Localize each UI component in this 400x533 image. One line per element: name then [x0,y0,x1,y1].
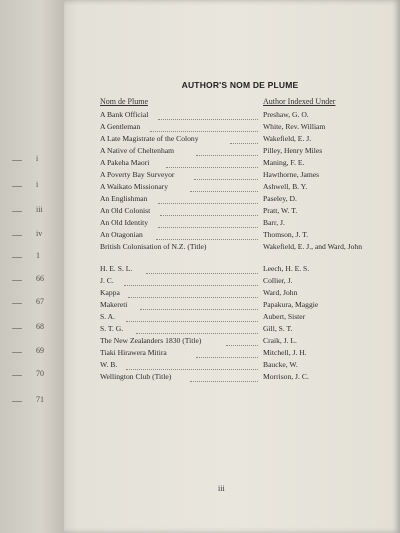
margin-mark: i [36,154,39,163]
margin-tick [12,235,22,236]
dot-leader [150,130,258,132]
pen-name: A Bank Official [100,110,149,119]
dot-leader [158,226,258,228]
margin-tick [12,257,22,258]
pen-name: J. C. [100,276,114,285]
margin-tick [12,160,22,161]
margin-tick [12,303,22,304]
author-name: Ward, John [263,288,298,297]
pen-name: The New Zealanders 1830 (Title) [100,336,202,345]
margin-tick [12,352,22,353]
author-name: Pratt, W. T. [263,206,298,215]
author-name: Leech, H. E. S. [263,264,310,273]
margin-tick [12,211,22,212]
margin-mark: 68 [36,322,44,331]
dot-leader [158,202,258,204]
dot-leader [196,356,258,358]
margin-tick [12,328,22,329]
author-name: Mitchell, J. H. [263,348,307,357]
page-number: iii [218,484,225,493]
author-name: Barr, J. [263,218,285,227]
page-title: AUTHOR'S NOM DE PLUME [181,80,299,90]
margin-mark: 69 [36,346,44,355]
pen-name: An Englishman [100,194,148,203]
pen-name: British Colonisation of N.Z. (Title) [100,242,207,251]
pen-name: An Otagonian [100,230,143,239]
pen-name: H. E. S. L. [100,264,133,273]
dot-leader [226,344,258,346]
dot-leader [158,118,258,120]
dot-leader [146,272,258,274]
author-name: Hawthorne, James [263,170,320,179]
pen-name: Kappa [100,288,120,297]
pen-name: A Native of Cheltenham [100,146,175,155]
pen-name: A Waikato Missionary [100,182,169,191]
dot-leader [128,296,258,298]
author-name: Morrison, J. C. [263,372,309,381]
pen-name: An Old Identity [100,218,149,227]
author-name: Thomson, J. T. [263,230,309,239]
header-author-indexed: Author Indexed Under [263,97,336,106]
author-name: Wakefield, E. J. [263,134,312,143]
author-name: Papakura, Maggie [263,300,319,309]
dot-leader [156,238,258,240]
facing-page-edge [0,0,68,533]
margin-mark: iii [36,205,43,214]
margin-mark: 70 [36,369,44,378]
pen-name: A Late Magistrate of the Colony [100,134,199,143]
dot-leader [126,368,258,370]
dot-leader [190,190,258,192]
pen-name: A Poverty Bay Surveyor [100,170,175,179]
pen-name: A Gentleman [100,122,141,131]
margin-tick [12,186,22,187]
margin-mark: 67 [36,297,44,306]
dot-leader [196,154,258,156]
pen-name: S. T. G. [100,324,124,333]
dot-leader [124,284,258,286]
dot-leader [160,214,258,216]
dot-leader [136,332,258,334]
margin-mark: iv [36,229,43,238]
margin-tick [12,375,22,376]
pen-name: Makereti [100,300,128,309]
pen-name: An Old Colonist [100,206,151,215]
margin-mark: i [36,180,39,189]
dot-leader [230,142,258,144]
header-nom-de-plume: Nom de Plume [100,97,148,106]
margin-mark: 71 [36,395,44,404]
margin-tick [12,280,22,281]
author-name: White, Rev. William [263,122,326,131]
pen-name: Tiaki Hirawera Mitira [100,348,167,357]
author-name: Collier, J. [263,276,293,285]
author-name: Gill, S. T. [263,324,293,333]
dot-leader [126,320,258,322]
author-name: Wakefield, E. J., and Ward, John [263,242,363,251]
dot-leader [190,380,258,382]
author-name: Aubert, Sister [263,312,306,321]
dot-leader [194,178,258,180]
author-name: Craik, J. L. [263,336,297,345]
pen-name: W. B. [100,360,118,369]
margin-tick [12,401,22,402]
author-name: Paseley, D. [263,194,297,203]
author-name: Maning, F. E. [263,158,305,167]
pen-name: Wellington Club (Title) [100,372,172,381]
dot-leader [166,166,258,168]
margin-mark: 66 [36,274,44,283]
margin-mark: 1 [36,251,40,260]
author-name: Baucke, W. [263,360,298,369]
author-name: Preshaw, G. O. [263,110,309,119]
author-name: Ashwell, B. Y. [263,182,308,191]
dot-leader [140,308,258,310]
author-name: Pilley, Henry Miles [263,146,323,155]
pen-name: S. A. [100,312,115,321]
pen-name: A Pakeha Maori [100,158,150,167]
